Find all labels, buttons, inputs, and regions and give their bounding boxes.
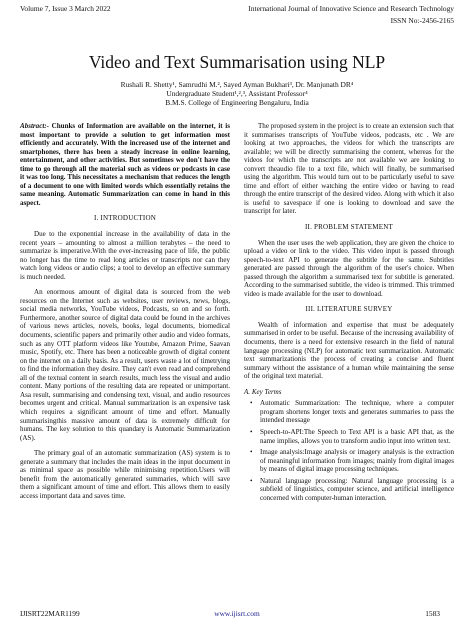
intro-paragraph-3: The primary goal of an automatic summarization (AS) system is to generate a summary that includes the main ideas in the input document in as minimal space as possible while minimising repetition.Users will benefit from the automatically generated summaries, which will save them a significant amount of time and effort. This allows them to easily access important data and saves time. (20, 449, 230, 500)
list-item: • Natural language processing: Natural language processing is a subfield of linguistics, computer science, and artificial intelligence concerned with computer-human interaction. (250, 476, 454, 502)
journal-issn: ISSN No:-2456-2165 (390, 16, 454, 25)
abstract-label: Abstract:- (20, 122, 49, 130)
literature-paragraph: Wealth of information and expertise that must be adequately summarised in order to be useful. Because of the increasing availability of documents, there is a need for extensive research in the field of natural language processing (NLP) for automatic text summarization. Automatic text summarizationis the process of creating a concise and fluent summary without the assistance of a human while maintaining the sense of the original text material. (244, 320, 454, 381)
author-roles: Undergraduate Student¹,²,³, Assistant Professor⁴ (166, 89, 308, 99)
section-heading-literature-survey: III. LITERATURE SURVEY (305, 305, 393, 314)
author-names: Rushali R. Shetty¹, Samrudhi M.², Sayed Ayman Bukhari³, Dr. Manjunath DR⁴ (120, 80, 354, 89)
subsection-heading-key-terms: A. Key Terms (244, 387, 282, 396)
intro-paragraph-2: An enormous amount of digital data is sourced from the web resources on the Internet such as websites, user reviews, news, blogs, social media networks, YouTube videos, Podcasts, so on and so forth. Furthermore, another source of digital data could be found in the archives of various news articles, novels, books, legal documents, biomedical documents, scientific papers and primarily other audio and video formats, such as any OTT platform videos like Youtube, Amazon Prime, Saavan music, Spotify, etc. There has been a noticeable growth of digital content on the internet on a daily basis. As a result, users waste a lot of timetrying to find the information they desire. They can't even read and comprehend all of the textual content in search results, much less the visual and audio content. Many portions of the resulting data are repeated or unimportant. Asa result, summarising and condensing text, visual, and audio resources becomes urgent and critical. Manual summarization is an expensive task which requires a significant amount of time and effort. Manually summarisingthis massive amount of data is extremely difficult for humans. The key solution to this quandary is Automatic Summarization (AS). (20, 288, 230, 442)
paper-title: Video and Text Summarisation using NLP (88, 52, 386, 72)
right-column (244, 122, 454, 505)
author-affiliation: B.M.S. College of Engineering Bengaluru, India (165, 98, 309, 108)
bullet-icon: • (250, 399, 253, 408)
journal-volume: Volume 7, Issue 3 March 2022 (20, 4, 111, 13)
abstract-text: Chunks of Information are available on the internet, it is most important to provide a solution to get information most efficiently and accurately. With the increased use of the internet and smartphones, there has been a steady increase in online learning, entertainment, and other activities. But sometimes we don't have the time to go through all the material such as videos or podcasts in case it was too long. This necessitates a mechanism that reduces the length of a document to one with limited words which essentially retains the same meaning. Automatic Summarization can come in hand in this aspect. (20, 122, 230, 207)
bullet-icon: • (250, 427, 253, 436)
left-column (20, 122, 230, 507)
journal-name: International Journal of Innovative Science and Research Technology (248, 4, 454, 13)
author-block (0, 80, 474, 108)
journal-url-link[interactable]: www.ijisrt.com (214, 609, 260, 618)
list-item: • Automatic Summarization: The technique, where a computer program shortens longer texts and generates summaries to pass the intended message (250, 399, 454, 425)
list-item: • Image analysis:Image analysis or imagery analysis is the extraction of meaningful information from images; mainly from digital images by means of digital image processing techniques. (250, 448, 454, 474)
intro-paragraph-4: The proposed system in the project is to create an extension such that it summarises transcripts of YouTube videos, podcasts, etc . We are looking at two approaches, the videos for which the transcripts are available; we will be directly summarising the content, whereas for the videos for which the transcripts are not available we are looking to convert theaudio file to a text file, which will finally, be summarised using the algorithm. This would turn out to be particularly useful to save time and effort of either watching the entire video or having to read through the entire transcript of the desired video. Along with which it also is useful to savespace if one is looking to download and save the transcript for later. (244, 122, 454, 216)
bullet-icon: • (250, 476, 253, 485)
intro-paragraph-1: Due to the exponential increase in the availability of data in the recent years – amounting to almost a million terabytes – the need to summarize is imperative.With the ever-increasing pace of life, the public no longer has the time to read long articles or transcripts nor can they watch long videos or audio clips; a tool to develop an effective summary is much needed. (20, 230, 230, 281)
abstract (20, 122, 230, 207)
bullet-icon: • (250, 448, 253, 457)
paper-id: IJISRT22MAR1199 (20, 609, 80, 618)
key-terms-list (244, 399, 454, 502)
problem-paragraph: When the user uses the web application, they are given the choice to upload a video or link to the video. This video input is passed through speech-to-text API to generate the subtitle for the same. Subtitles generated are passed through the algorithm of the user's choice. When passed through the algorithm a summarised text for subtitle is generated. According to the summarised subtitle, the video is trimmed. This trimmed video is made available for the user to download. (244, 238, 454, 298)
section-heading-introduction: I. INTRODUCTION (93, 214, 157, 223)
page-number: 1583 (425, 609, 440, 618)
section-heading-problem-statement: II. PROBLEM STATEMENT (304, 223, 393, 232)
list-item: • Speech-to-API:The Speech to Text API is a basic API that, as the name implies, allows you to transform audio input into written text. (250, 427, 454, 445)
